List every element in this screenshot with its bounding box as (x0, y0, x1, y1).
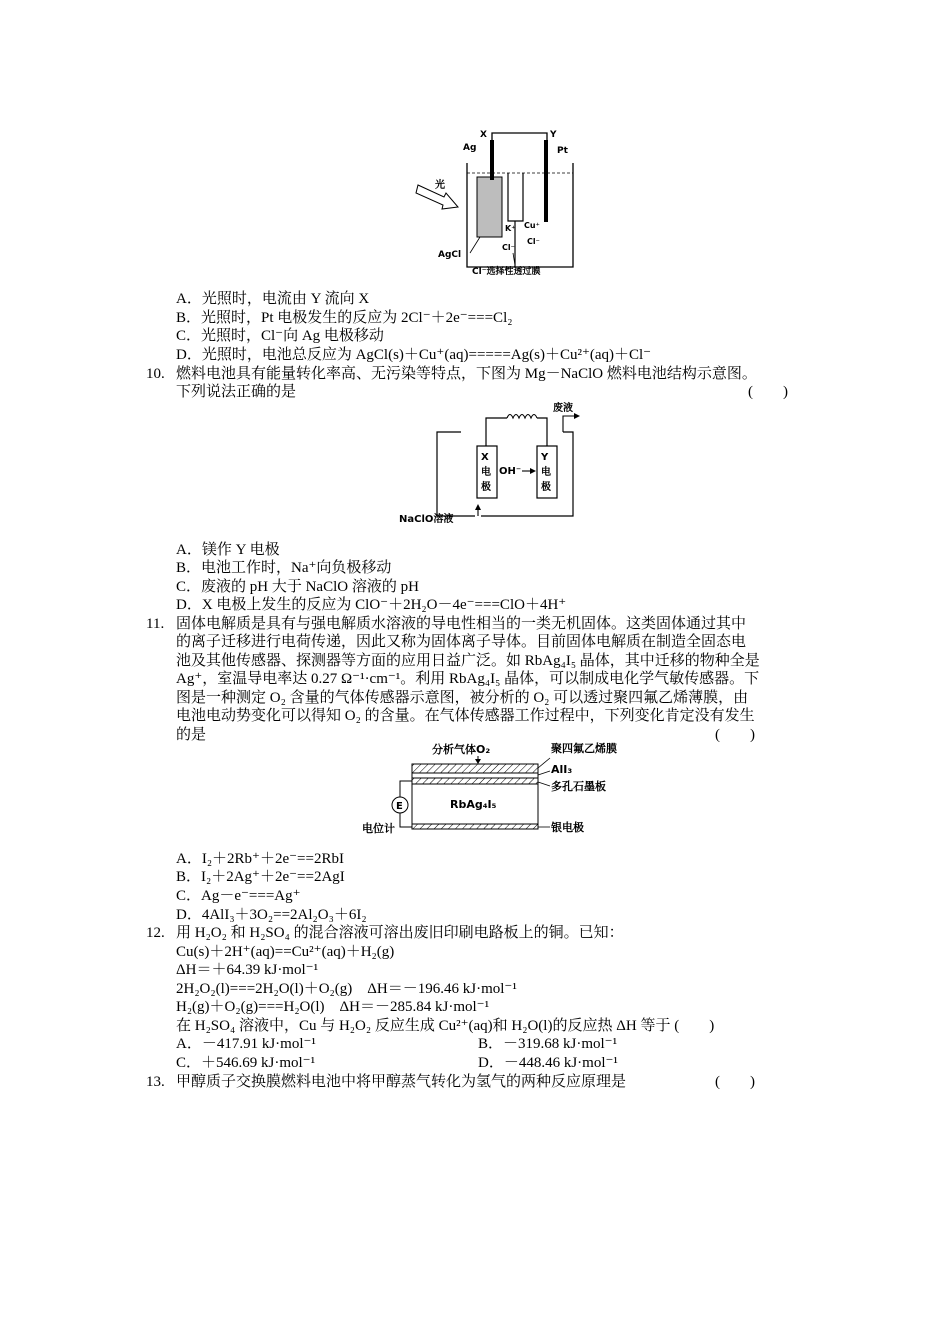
q9-option-d: D．光照时，电池总反应为 AgCl(s)＋Cu⁺(aq)=====Ag(s)＋Cu²⁺(aq)＋Cl⁻ (176, 347, 652, 363)
cl-right-label: Cl⁻ (527, 237, 540, 246)
q11-stem-line5: 图是一种测定 O₂ 含量的气体传感器示意图，被分析的 O₂ 可以透过聚四氟乙烯薄膜，由 (176, 690, 749, 706)
q12-stem: 用 H₂O₂ 和 H₂SO₄ 的混合溶液可溶出废旧印刷电路板上的铜。已知： (176, 925, 624, 941)
q12-number: 12. (146, 925, 165, 941)
q10-stem-line2: 下列说法正确的是 (176, 384, 297, 400)
gas-sensor-diagram (360, 740, 630, 840)
q10-option-d: D．X 电极上发生的反应为 ClO⁻＋2H₂O－4e⁻===ClO＋4H⁺ (176, 597, 567, 613)
oh-ion-label: OH⁻ (499, 466, 522, 477)
potentiometer-label: 电位计 (362, 822, 395, 835)
q11-answer-paren: ( ) (715, 727, 755, 743)
q11-stem-line6: 电池电动势变化可以得知 O₂ 的含量。在气体传感器工作过程中，下列变化肯定没有发生 (176, 708, 755, 724)
q9-option-b: B．光照时，Pt 电极发生的反应为 2Cl⁻＋2e⁻===Cl₂ (176, 310, 513, 326)
q10-number: 10. (146, 366, 165, 382)
x-electrode-char3: 极 (481, 482, 491, 493)
q12-equation-3: H₂(g)＋O₂(g)===H₂O(l) ΔH＝－285.84 kJ·mol⁻¹ (176, 999, 490, 1015)
membrane-label: Cl⁻选择性透过膜 (472, 267, 541, 275)
ptfe-film-label: 聚四氟乙烯膜 (551, 742, 617, 755)
emf-e-label: E (396, 801, 403, 812)
q13-number: 13. (146, 1074, 165, 1090)
q13-stem: 甲醇质子交换膜燃料电池中将甲醇蒸气转化为氢气的两种反应原理是 (176, 1074, 627, 1090)
x-terminal-label: X (480, 130, 487, 140)
q11-option-c: C．Ag－e⁻===Ag⁺ (176, 888, 301, 904)
q10-option-a: A．镁作 Y 电极 (176, 542, 280, 558)
q13-answer-paren: ( ) (715, 1074, 755, 1090)
q11-option-d: D．4AlI₃＋3O₂==2Al₂O₃＋6I₂ (176, 907, 367, 923)
q12-question: 在 H₂SO₄ 溶液中，Cu 与 H₂O₂ 反应生成 Cu²⁺(aq)和 H₂O(l)的反应热 ΔH 等于 ( ) (176, 1018, 715, 1034)
q11-option-b: B．I₂＋2Ag⁺＋2e⁻==2AgI (176, 869, 345, 885)
cu-ion-label: Cu⁺ (524, 221, 540, 230)
q11-stem-line4: Ag⁺，室温导电率达 0.27 Ω⁻¹·cm⁻¹。利用 RbAg₄I₅ 晶体，可以制成电化学气敏传感器。下 (176, 671, 760, 687)
q9-option-c: C．光照时，Cl⁻向 Ag 电极移动 (176, 328, 384, 344)
pt-electrode-label: Pt (557, 146, 568, 156)
k-ion-label: K⁺ (505, 224, 516, 233)
ali3-label: AlI₃ (551, 763, 573, 776)
q12-option-a: A．－417.91 kJ·mol⁻¹ (176, 1036, 316, 1052)
q12-option-d: D．－448.46 kJ·mol⁻¹ (478, 1055, 618, 1071)
q12-delta-h-1: ΔH＝＋64.39 kJ·mol⁻¹ (176, 962, 319, 978)
q10-answer-paren: ( ) (748, 384, 788, 400)
q12-option-b: B．－319.68 kJ·mol⁻¹ (478, 1036, 618, 1052)
q12-equation-2: 2H₂O₂(l)===2H₂O(l)＋O₂(g) ΔH＝－196.46 kJ·mol⁻¹ (176, 981, 517, 997)
y-electrode-char3: 极 (541, 482, 551, 493)
y-terminal-label: Y (550, 130, 557, 140)
rbag4i5-label: RbAg₄I₅ (450, 798, 497, 811)
q11-stem-line1: 固体电解质是具有与强电解质水溶液的导电性相当的一类无机固体。这类固体通过其中 (176, 616, 747, 632)
q10-option-b: B．电池工作时，Na⁺向负极移动 (176, 560, 392, 576)
q10-stem-line1: 燃料电池具有能量转化率高、无污染等特点，下图为 Mg－NaClO 燃料电池结构示意图。 (176, 366, 757, 382)
agcl-label: AgCl (438, 250, 462, 260)
cell-diagram-1 (410, 125, 590, 275)
naclo-label: NaClO溶液 (399, 514, 454, 525)
q12-option-c: C．＋546.69 kJ·mol⁻¹ (176, 1055, 316, 1071)
analyzed-gas-label: 分析气体O₂ (432, 743, 491, 756)
y-electrode-char1: Y (541, 452, 549, 463)
graphite-plate-label: 多孔石墨板 (551, 780, 606, 793)
q10-option-c: C．废液的 pH 大于 NaClO 溶液的 pH (176, 579, 419, 595)
q11-stem-line2: 的离子迁移进行电荷传递，因此又称为固体离子导体。目前固体电解质在制造全固态电 (176, 634, 747, 650)
light-label: 光 (435, 180, 445, 191)
q11-stem-line7: 的是 (176, 727, 207, 743)
fuel-cell-diagram (395, 400, 595, 530)
cl-left-label: Cl⁻ (502, 243, 515, 252)
q11-option-a: A．I₂＋2Rb⁺＋2e⁻==2RbI (176, 851, 344, 867)
q9-option-a: A．光照时，电流由 Y 流向 X (176, 291, 370, 307)
x-electrode-char2: 电 (481, 467, 491, 478)
ag-electrode-label: Ag (463, 143, 477, 153)
q11-stem-line3: 池及其他传感器、探测器等方面的应用日益广泛。如 RbAg₄I₅ 晶体，其中迁移的物种全是 (176, 653, 760, 669)
waste-label: 废液 (553, 403, 573, 414)
x-electrode-char1: X (481, 452, 489, 463)
silver-electrode-label: 银电极 (551, 821, 584, 834)
y-electrode-char2: 电 (541, 467, 551, 478)
q12-equation-1: Cu(s)＋2H⁺(aq)==Cu²⁺(aq)＋H₂(g) (176, 944, 395, 960)
q11-number: 11. (146, 616, 165, 632)
